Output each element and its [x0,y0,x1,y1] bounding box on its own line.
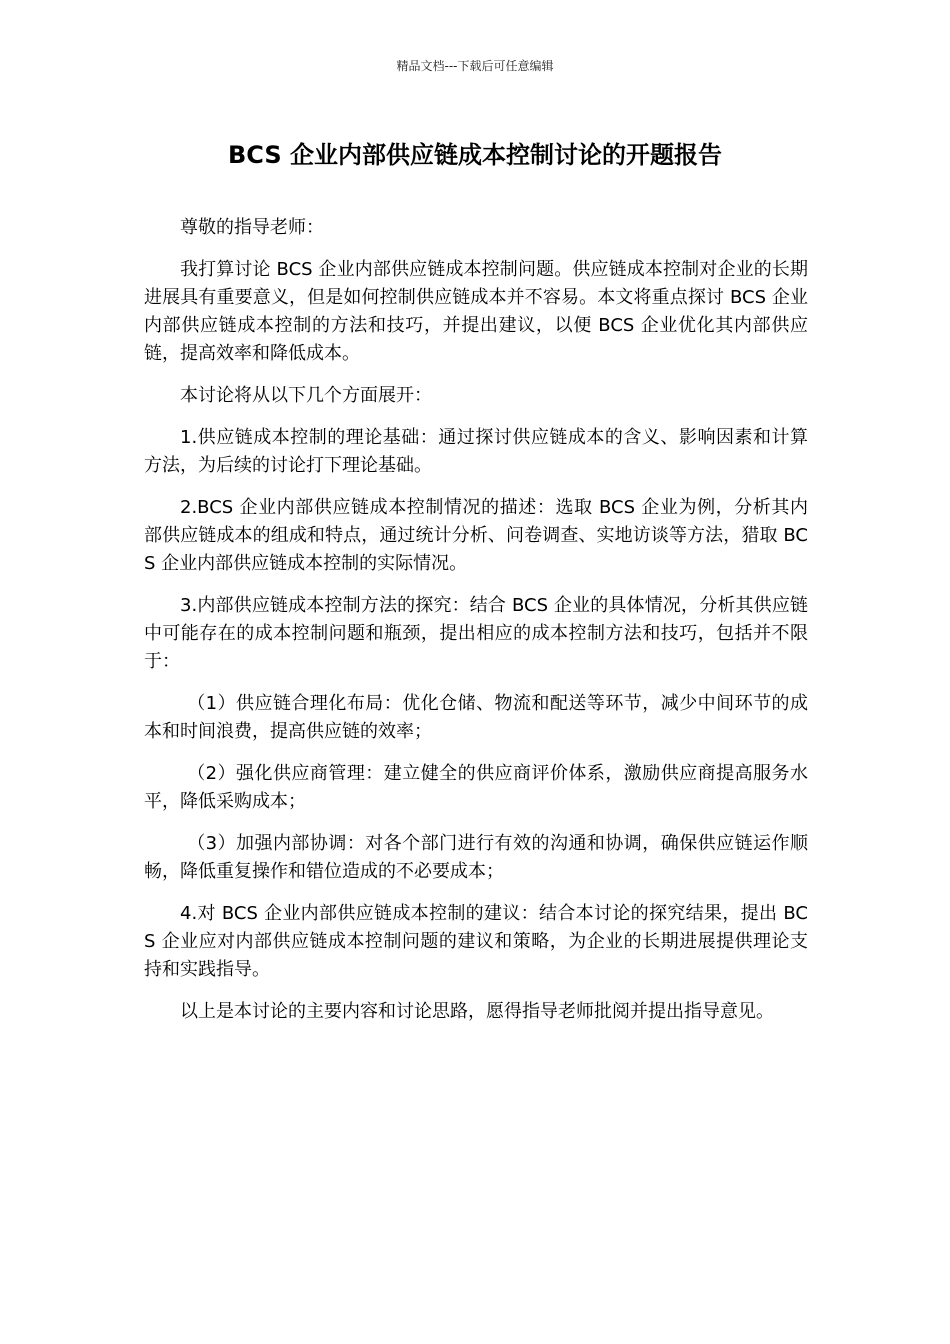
outline-intro: 本讨论将从以下几个方面展开： [180,385,432,406]
closing-paragraph: 以上是本讨论的主要内容和讨论思路，愿得指导老师批阅并提出指导意见。 [180,1001,774,1022]
sub-item-1: （1）供应链合理化布局：优化仓储、物流和配送等环节，减少中间环节的成本和时间浪费，提高供应链的效率； [144,693,808,742]
header-note: 精品文档---下载后可任意编辑 [396,59,554,73]
document-body [144,214,808,1040]
section-item-3: 3.内部供应链成本控制方法的探究：结合 BCS 企业的具体情况，分析其供应链中可能存在的成本控制问题和瓶颈，提出相应的成本控制方法和技巧，包括并不限于： [144,595,808,672]
section-item-4: 4.对 BCS 企业内部供应链成本控制的建议：结合本讨论的探究结果，提出 BCS 企业应对内部供应链成本控制问题的建议和策略，为企业的长期进展提供理论支持和实践指导。 [144,903,808,980]
intro-paragraph: 我打算讨论 BCS 企业内部供应链成本控制问题。供应链成本控制对企业的长期进展具有重要意义，但是如何控制供应链成本并不容易。本文将重点探讨 BCS 企业内部供应链成本控制的方法和技巧，并提出建议，以便 BCS 企业优化其内部供应链，提高效率和降低成本。 [144,259,808,364]
sub-item-3: （3）加强内部协调：对各个部门进行有效的沟通和协调，确保供应链运作顺畅，降低重复操作和错位造成的不必要成本； [144,833,808,882]
salutation: 尊敬的指导老师： [180,217,324,238]
section-item-1: 1.供应链成本控制的理论基础：通过探讨供应链成本的含义、影响因素和计算方法，为后续的讨论打下理论基础。 [144,427,808,476]
sub-item-2: （2）强化供应商管理：建立健全的供应商评价体系，激励供应商提高服务水平，降低采购成本； [144,763,808,812]
section-item-2: 2.BCS 企业内部供应链成本控制情况的描述：选取 BCS 企业为例，分析其内部供应链成本的组成和特点，通过统计分析、问卷调查、实地访谈等方法，猎取 BCS 企业内部供应链成本控制的实际情况。 [144,497,808,574]
document-title: BCS 企业内部供应链成本控制讨论的开题报告 [228,141,722,169]
